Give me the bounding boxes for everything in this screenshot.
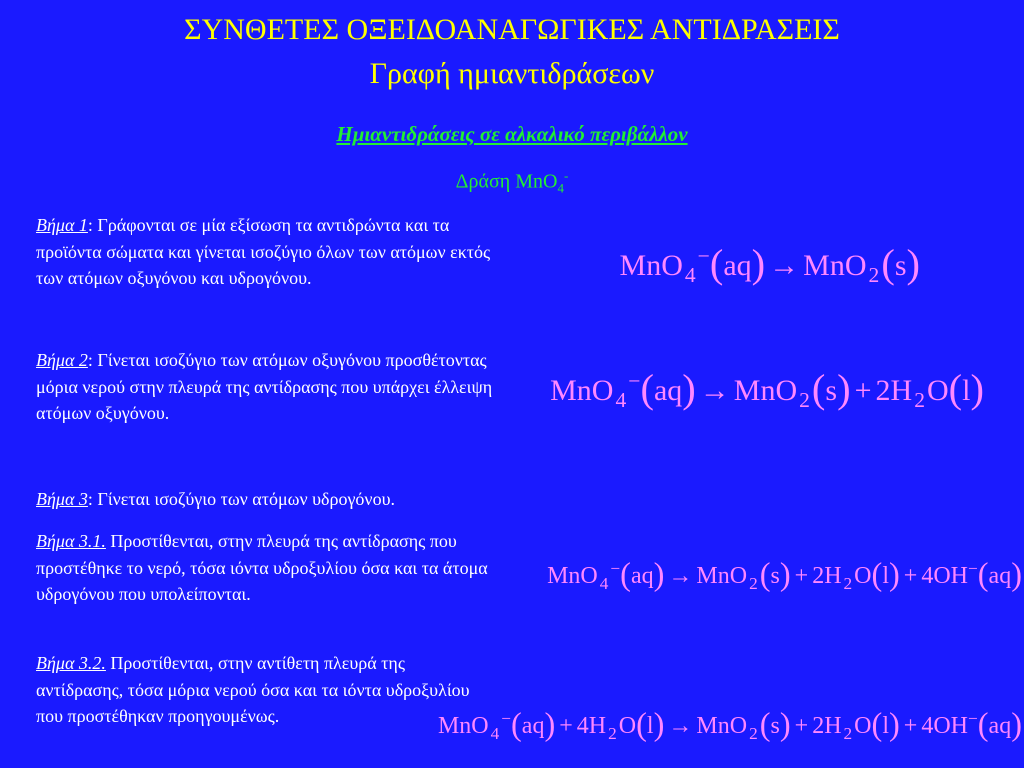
state-l: l bbox=[882, 563, 889, 589]
subscript: 2 bbox=[749, 723, 758, 743]
plus-sign: + bbox=[559, 713, 573, 739]
formula-o: O bbox=[926, 374, 949, 407]
step-text: : Γράφονται σε μία εξίσωση τα αντιδρώντα και τα προϊόντα σώματα και γίνεται ισοζύγιο όλων των ατόμων εκτός των ατόμων οξυγόνου και υδρογόνου. bbox=[36, 215, 491, 288]
slide-subtitle: Γραφή ημιαντιδράσεων bbox=[369, 57, 655, 90]
paren: ) bbox=[779, 706, 791, 743]
paren: ( bbox=[759, 556, 771, 593]
state-l: l bbox=[962, 374, 971, 407]
step-text: : Γίνεται ισοζύγιο των ατόμων οξυγόνου προσθέτοντας μόρια νερού στην πλευρά της αντίδρασης που υπάρχει έλλειψη ατόμων οξυγόνου. bbox=[36, 350, 493, 423]
equation-step-3-2 bbox=[438, 705, 1022, 742]
charge: − bbox=[697, 244, 710, 269]
step-2 bbox=[36, 347, 496, 427]
paren: ) bbox=[779, 556, 791, 593]
equation-step-2 bbox=[550, 363, 984, 410]
formula-mno: MnO bbox=[803, 249, 867, 282]
subscript: 2 bbox=[914, 387, 925, 412]
paren: ) bbox=[653, 706, 665, 743]
paren: ( bbox=[620, 556, 631, 593]
reaction-arrow: → bbox=[668, 563, 693, 589]
state-aq: aq bbox=[988, 713, 1012, 739]
plus-sign: + bbox=[794, 713, 809, 739]
state-aq: aq bbox=[653, 374, 683, 407]
charge: − bbox=[628, 369, 641, 394]
state-aq: aq bbox=[988, 563, 1012, 589]
step-label: Βήμα 2 bbox=[36, 350, 88, 370]
subscript: 2 bbox=[608, 723, 617, 743]
charge: − bbox=[968, 708, 978, 728]
subscript: 2 bbox=[843, 723, 853, 743]
paren: ( bbox=[871, 556, 883, 593]
subscript: 4 bbox=[490, 723, 500, 743]
section-heading: Ημιαντιδράσεις σε αλκαλικό περιβάλλον bbox=[336, 122, 688, 146]
reaction-arrow: → bbox=[668, 713, 693, 739]
state-aq: aq bbox=[723, 249, 752, 282]
formula-oh: 4OH bbox=[921, 713, 968, 739]
paren: ) bbox=[1011, 706, 1022, 743]
plus-sign: + bbox=[794, 563, 809, 589]
paren: ) bbox=[544, 706, 556, 743]
step-3 bbox=[36, 486, 496, 513]
state-s: s bbox=[770, 563, 780, 589]
step-3-2 bbox=[36, 650, 476, 730]
paren: ( bbox=[871, 706, 883, 743]
formula-mno: MnO bbox=[696, 713, 748, 739]
formula-o: O bbox=[618, 713, 637, 739]
formula-h2o: 4H bbox=[576, 713, 607, 739]
formula-mno: MnO bbox=[550, 374, 614, 407]
paren: ) bbox=[888, 556, 900, 593]
plus-sign: + bbox=[903, 563, 918, 589]
reaction-arrow: → bbox=[769, 249, 800, 282]
step-label: Βήμα 1 bbox=[36, 215, 88, 235]
paren: ( bbox=[636, 706, 647, 743]
paren: ( bbox=[977, 706, 989, 743]
slide-title: ΣΥΝΘΕΤΕΣ ΟΞΕΙΔΟΑΝΑΓΩΓΙΚΕΣ ΑΝΤΙΔΡΑΣΕΙΣ bbox=[184, 13, 840, 46]
step-1 bbox=[36, 212, 496, 292]
formula-mno: MnO bbox=[619, 249, 683, 282]
paren: ) bbox=[682, 366, 696, 412]
subscript: 4 bbox=[599, 573, 609, 593]
state-aq: aq bbox=[521, 713, 545, 739]
action-prefix: Δράση MnO bbox=[455, 170, 558, 193]
plus-sign: + bbox=[854, 374, 872, 407]
charge: − bbox=[501, 708, 511, 728]
paren: ) bbox=[1011, 556, 1022, 593]
action-superscript: - bbox=[563, 168, 569, 183]
step-text: : Γίνεται ισοζύγιο των ατόμων υδρογόνου. bbox=[87, 489, 395, 509]
charge: − bbox=[968, 558, 978, 578]
subscript: 2 bbox=[868, 262, 880, 287]
equation-step-1 bbox=[620, 238, 920, 285]
paren: ) bbox=[653, 556, 665, 593]
state-s: s bbox=[894, 249, 907, 282]
subscript: 2 bbox=[799, 387, 810, 412]
subscript: 2 bbox=[749, 573, 758, 593]
step-label: Βήμα 3.1. bbox=[36, 531, 106, 551]
step-text: Προστίθενται, στην πλευρά της αντίδρασης που προστέθηκε το νερό, τόσα ιόντα υδροξυλίου όσα και τα άτομα υδρογόνου που υπολείπονται. bbox=[36, 531, 488, 604]
paren: ( bbox=[511, 706, 522, 743]
paren: ( bbox=[709, 241, 724, 287]
formula-mno: MnO bbox=[437, 713, 489, 739]
step-label: Βήμα 3.2. bbox=[36, 653, 106, 673]
state-s: s bbox=[825, 374, 838, 407]
formula-h2o: 2H bbox=[812, 713, 842, 739]
paren: ( bbox=[759, 706, 771, 743]
formula-mno: MnO bbox=[696, 563, 748, 589]
equation-step-3-1 bbox=[547, 555, 1022, 592]
step-text: Προστίθενται, στην αντίθετη πλευρά της αντίδρασης, τόσα μόρια νερού όσα και τα ιόντα υδροξυλίου που προστέθηκαν προηγουμένως. bbox=[36, 653, 470, 726]
reaction-arrow: → bbox=[699, 374, 730, 407]
formula-mno: MnO bbox=[733, 374, 798, 407]
action-heading bbox=[0, 168, 1024, 197]
step-3-1 bbox=[36, 528, 496, 608]
step-label: Βήμα 3 bbox=[36, 489, 88, 509]
state-l: l bbox=[882, 713, 889, 739]
state-l: l bbox=[646, 713, 654, 739]
action-subscript: 4 bbox=[557, 180, 564, 196]
formula-h2o: 2H bbox=[812, 563, 842, 589]
paren: ) bbox=[888, 706, 900, 743]
paren: ( bbox=[948, 366, 963, 412]
paren: ( bbox=[811, 366, 826, 412]
paren: ( bbox=[977, 556, 989, 593]
charge: − bbox=[610, 558, 621, 578]
paren: ( bbox=[881, 241, 895, 287]
state-s: s bbox=[770, 713, 780, 739]
paren: ) bbox=[837, 366, 851, 412]
paren: ) bbox=[751, 241, 766, 287]
formula-h2o: 2H bbox=[875, 374, 913, 407]
subscript: 2 bbox=[843, 573, 853, 593]
paren: ( bbox=[640, 366, 654, 412]
state-aq: aq bbox=[630, 563, 654, 589]
formula-o: O bbox=[854, 563, 872, 589]
paren: ) bbox=[970, 366, 984, 412]
subscript: 4 bbox=[684, 262, 696, 287]
formula-mno: MnO bbox=[547, 563, 598, 589]
paren: ) bbox=[906, 241, 920, 287]
formula-o: O bbox=[854, 713, 872, 739]
plus-sign: + bbox=[903, 713, 918, 739]
subscript: 4 bbox=[615, 387, 627, 412]
formula-oh: 4OH bbox=[921, 563, 968, 589]
